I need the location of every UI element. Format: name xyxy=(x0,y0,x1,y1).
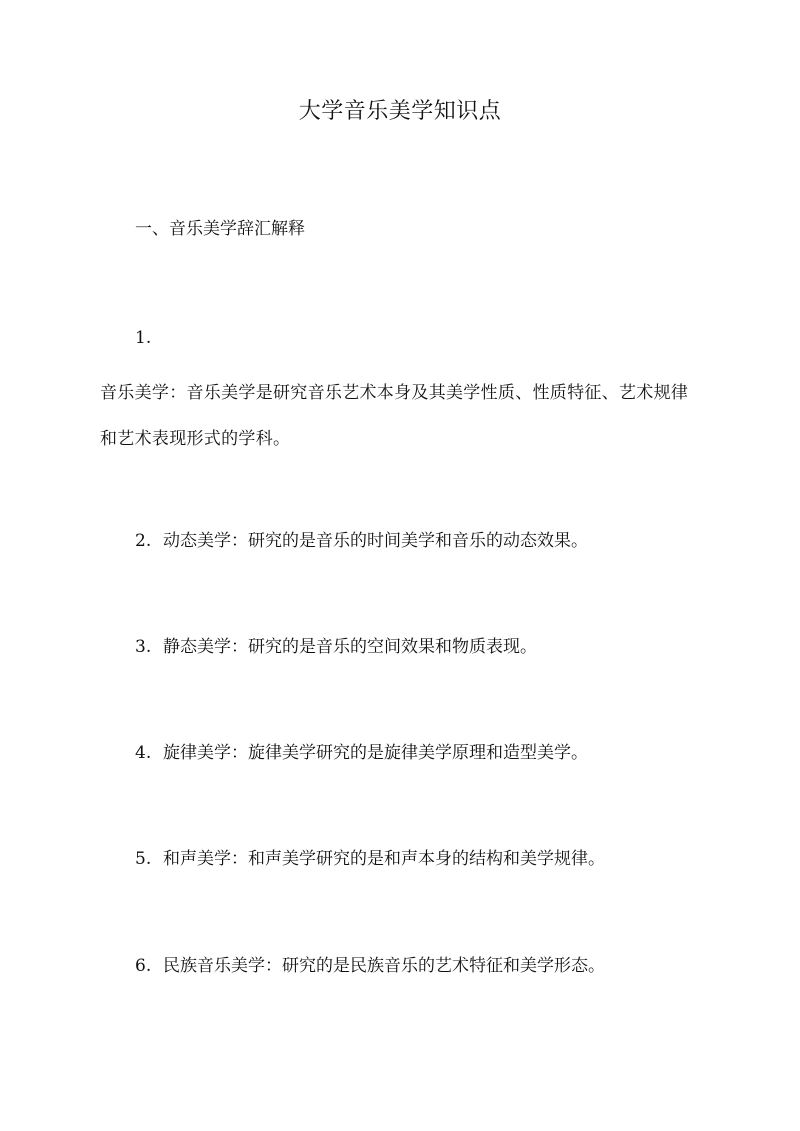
item-number: 3. xyxy=(135,637,152,657)
item-text: 静态美学：研究的是音乐的空间效果和物质表现。 xyxy=(163,637,537,657)
item-text: 音乐美学：音乐美学是研究音乐艺术本身及其美学性质、性质特征、艺术规律和艺术表现形式的学科。 xyxy=(100,383,689,449)
item-text: 和声美学：和声美学研究的是和声本身的结构和美学规律。 xyxy=(163,849,605,869)
item-number: 1. xyxy=(135,328,152,348)
item-text: 民族音乐美学：研究的是民族音乐的艺术特征和美学形态。 xyxy=(163,956,605,976)
item-text: 动态美学：研究的是音乐的时间美学和音乐的动态效果。 xyxy=(163,531,588,551)
list-item xyxy=(135,634,537,660)
list-item xyxy=(135,740,588,766)
item-number: 4. xyxy=(135,743,152,763)
list-item xyxy=(135,953,605,979)
list-item xyxy=(135,528,588,554)
document-title: 大学音乐美学知识点 xyxy=(298,99,502,124)
item-number: 2. xyxy=(135,531,152,551)
list-item xyxy=(135,846,605,872)
section-heading: 一、音乐美学辞汇解释 xyxy=(135,219,305,239)
item-number: 5. xyxy=(135,849,152,869)
item-number: 6. xyxy=(135,956,152,976)
item-text: 旋律美学：旋律美学研究的是旋律美学原理和造型美学。 xyxy=(163,743,588,763)
